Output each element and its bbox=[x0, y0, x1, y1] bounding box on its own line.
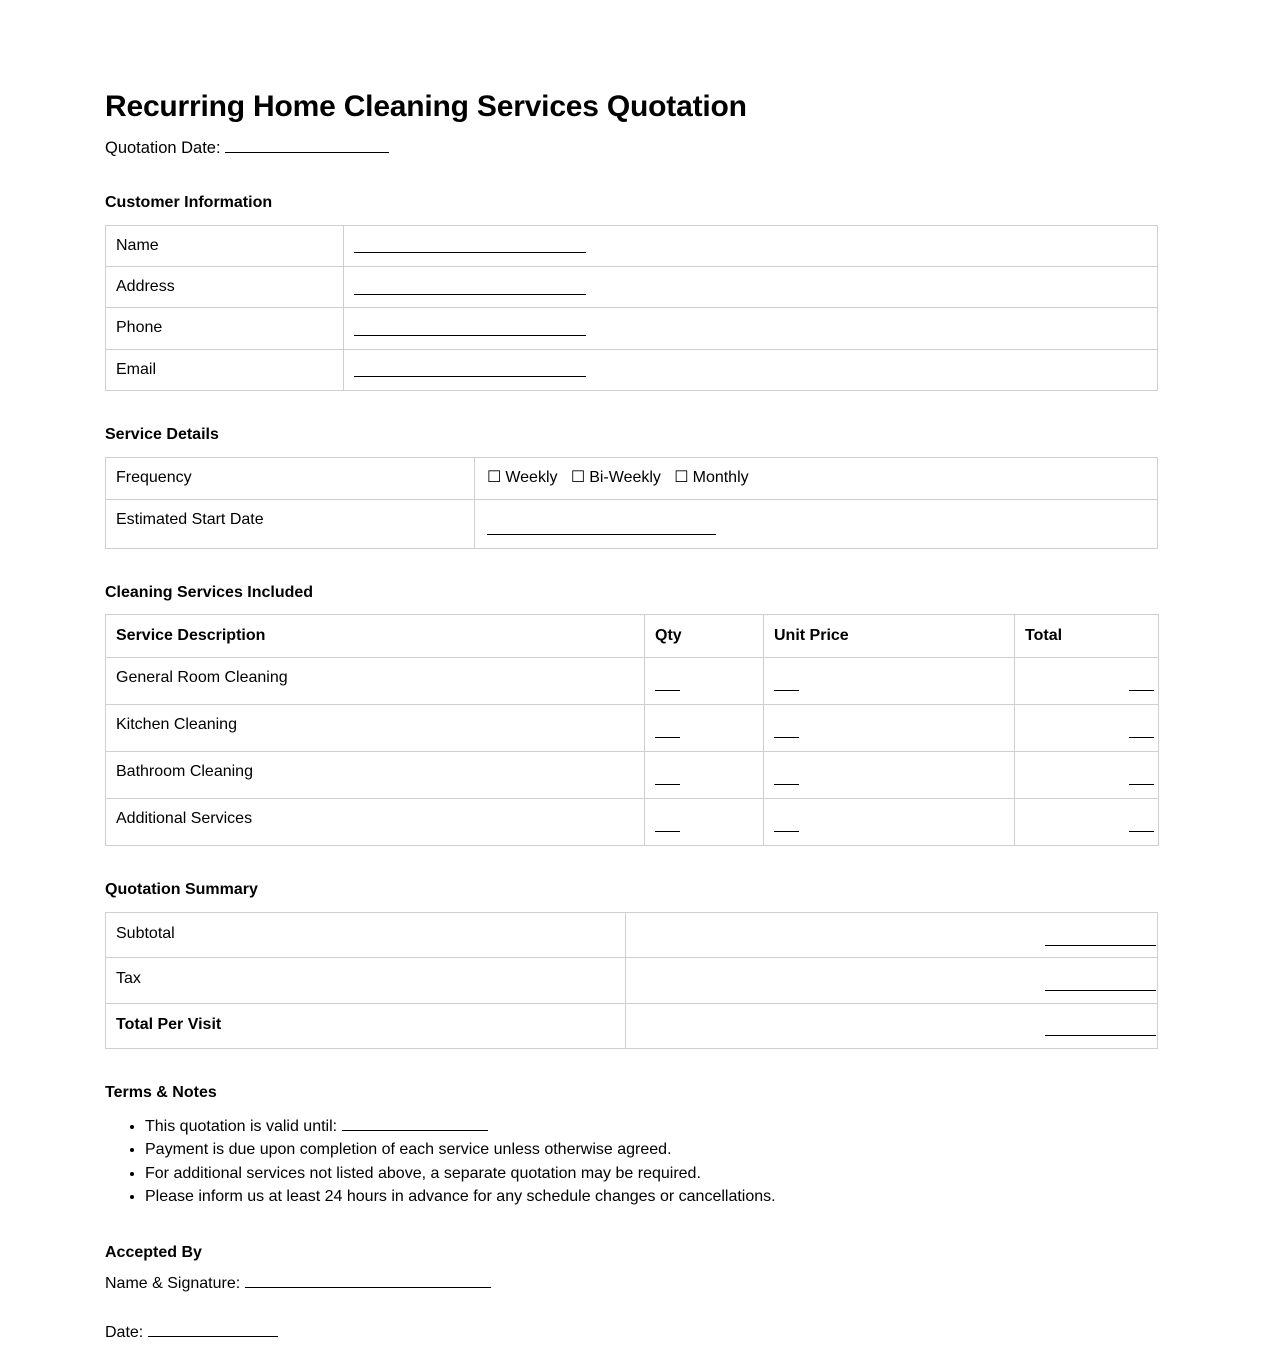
column-header-total: Total bbox=[1015, 615, 1159, 658]
estimated-start-date-label: Estimated Start Date bbox=[106, 500, 475, 548]
frequency-options bbox=[475, 457, 1158, 500]
customer-address-label: Address bbox=[106, 267, 344, 308]
table-header-row bbox=[106, 615, 1159, 658]
table-row bbox=[106, 958, 1158, 1003]
summary-subtotal-label: Subtotal bbox=[106, 912, 626, 957]
name-signature-label: Name & Signature: bbox=[105, 1275, 241, 1293]
accepted-date-label: Date: bbox=[105, 1324, 144, 1342]
service-qty-field[interactable] bbox=[645, 799, 764, 846]
valid-until-input[interactable] bbox=[342, 1117, 488, 1130]
term-valid-until-text: This quotation is valid until: bbox=[145, 1117, 338, 1135]
customer-phone-field[interactable] bbox=[344, 308, 1158, 349]
spacer bbox=[105, 846, 1158, 880]
table-row bbox=[106, 912, 1158, 957]
table-row bbox=[106, 225, 1158, 266]
terms-list bbox=[105, 1115, 1158, 1209]
table-row bbox=[106, 658, 1159, 705]
summary-tax-field[interactable] bbox=[626, 958, 1158, 1003]
blank-rule bbox=[655, 816, 680, 832]
table-row bbox=[106, 799, 1159, 846]
checkbox-icon[interactable]: ☐ bbox=[570, 468, 586, 486]
page-title: Recurring Home Cleaning Services Quotation bbox=[105, 90, 747, 123]
blank-rule bbox=[1045, 930, 1156, 946]
blank-rule bbox=[354, 279, 586, 295]
section-heading-service-details: Service Details bbox=[105, 425, 219, 443]
service-total-field[interactable] bbox=[1015, 752, 1159, 799]
spacer bbox=[105, 1049, 1158, 1083]
blank-rule bbox=[1129, 722, 1154, 738]
customer-email-label: Email bbox=[106, 349, 344, 390]
table-row bbox=[106, 500, 1158, 548]
frequency-option-monthly-label: Monthly bbox=[692, 468, 749, 486]
frequency-label: Frequency bbox=[106, 457, 475, 500]
blank-rule bbox=[774, 675, 799, 691]
service-total-field[interactable] bbox=[1015, 799, 1159, 846]
blank-rule bbox=[1129, 816, 1154, 832]
blank-rule bbox=[655, 769, 680, 785]
summary-total-per-visit-label: Total Per Visit bbox=[106, 1003, 626, 1048]
summary-subtotal-field[interactable] bbox=[626, 912, 1158, 957]
blank-rule bbox=[1129, 769, 1154, 785]
blank-rule bbox=[774, 722, 799, 738]
summary-total-per-visit-field[interactable] bbox=[626, 1003, 1158, 1048]
customer-email-field[interactable] bbox=[344, 349, 1158, 390]
blank-rule bbox=[1045, 1021, 1156, 1037]
list-item: • Payment is due upon completion of each service unless otherwise agreed. bbox=[145, 1138, 1158, 1162]
estimated-start-date-field[interactable] bbox=[475, 500, 1158, 548]
spacer bbox=[105, 1209, 1158, 1243]
table-row bbox=[106, 308, 1158, 349]
section-heading-customer-information: Customer Information bbox=[105, 193, 273, 211]
service-description-cell: General Room Cleaning bbox=[106, 658, 645, 705]
service-total-field[interactable] bbox=[1015, 705, 1159, 752]
service-qty-field[interactable] bbox=[645, 705, 764, 752]
column-header-qty: Qty bbox=[645, 615, 764, 658]
blank-rule bbox=[1129, 675, 1154, 691]
frequency-option-weekly[interactable] bbox=[487, 469, 558, 486]
blank-rule bbox=[487, 519, 716, 535]
column-header-unit-price: Unit Price bbox=[764, 615, 1015, 658]
section-heading-accepted-by: Accepted By bbox=[105, 1243, 202, 1261]
spacer bbox=[105, 391, 1158, 425]
blank-rule bbox=[774, 769, 799, 785]
section-heading-cleaning-services: Cleaning Services Included bbox=[105, 583, 314, 601]
customer-address-field[interactable] bbox=[344, 267, 1158, 308]
table-row bbox=[106, 1003, 1158, 1048]
service-qty-field[interactable] bbox=[645, 752, 764, 799]
service-unit-price-field[interactable] bbox=[764, 799, 1015, 846]
quotation-date-input[interactable] bbox=[225, 138, 389, 153]
customer-name-label: Name bbox=[106, 225, 344, 266]
section-heading-terms-notes: Terms & Notes bbox=[105, 1083, 217, 1101]
frequency-option-bi-weekly-label: Bi-Weekly bbox=[589, 468, 661, 486]
blank-rule bbox=[655, 722, 680, 738]
checkbox-icon[interactable]: ☐ bbox=[487, 468, 502, 486]
list-item bbox=[145, 1115, 1158, 1139]
cleaning-services-table bbox=[105, 614, 1159, 846]
quotation-summary-table bbox=[105, 912, 1158, 1049]
service-description-cell: Bathroom Cleaning bbox=[106, 752, 645, 799]
accepted-date-input[interactable] bbox=[148, 1323, 278, 1337]
service-unit-price-field[interactable] bbox=[764, 658, 1015, 705]
list-item: • For additional services not listed above, a separate quotation may be required. bbox=[145, 1162, 1158, 1186]
table-row bbox=[106, 267, 1158, 308]
frequency-option-bi-weekly[interactable] bbox=[571, 469, 661, 486]
quotation-date-label: Quotation Date: bbox=[105, 138, 221, 157]
customer-phone-label: Phone bbox=[106, 308, 344, 349]
service-total-field[interactable] bbox=[1015, 658, 1159, 705]
section-heading-quotation-summary: Quotation Summary bbox=[105, 881, 258, 899]
blank-rule bbox=[774, 816, 799, 832]
frequency-option-monthly[interactable] bbox=[674, 469, 748, 486]
checkbox-icon[interactable]: ☐ bbox=[674, 468, 689, 486]
customer-name-field[interactable] bbox=[344, 225, 1158, 266]
service-description-cell: Kitchen Cleaning bbox=[106, 705, 645, 752]
table-row bbox=[106, 705, 1159, 752]
quotation-date-line bbox=[105, 138, 1158, 159]
service-unit-price-field[interactable] bbox=[764, 752, 1015, 799]
summary-tax-label: Tax bbox=[106, 958, 626, 1003]
name-signature-input[interactable] bbox=[245, 1275, 491, 1289]
blank-rule bbox=[354, 238, 586, 254]
customer-information-table bbox=[105, 225, 1158, 391]
service-details-table bbox=[105, 457, 1158, 549]
service-unit-price-field[interactable] bbox=[764, 705, 1015, 752]
name-signature-line bbox=[105, 1274, 1158, 1295]
blank-rule bbox=[1045, 975, 1156, 991]
table-row bbox=[106, 457, 1158, 500]
blank-rule bbox=[354, 320, 586, 336]
table-row bbox=[106, 752, 1159, 799]
column-header-service-description: Service Description bbox=[106, 615, 645, 658]
list-item: • Please inform us at least 24 hours in advance for any schedule changes or cancellations. bbox=[145, 1185, 1158, 1209]
service-qty-field[interactable] bbox=[645, 658, 764, 705]
spacer bbox=[105, 549, 1158, 583]
service-description-cell: Additional Services bbox=[106, 799, 645, 846]
frequency-option-weekly-label: Weekly bbox=[505, 468, 558, 486]
blank-rule bbox=[655, 675, 680, 691]
accepted-date-line bbox=[105, 1323, 1158, 1344]
table-row bbox=[106, 349, 1158, 390]
blank-rule bbox=[354, 362, 586, 378]
